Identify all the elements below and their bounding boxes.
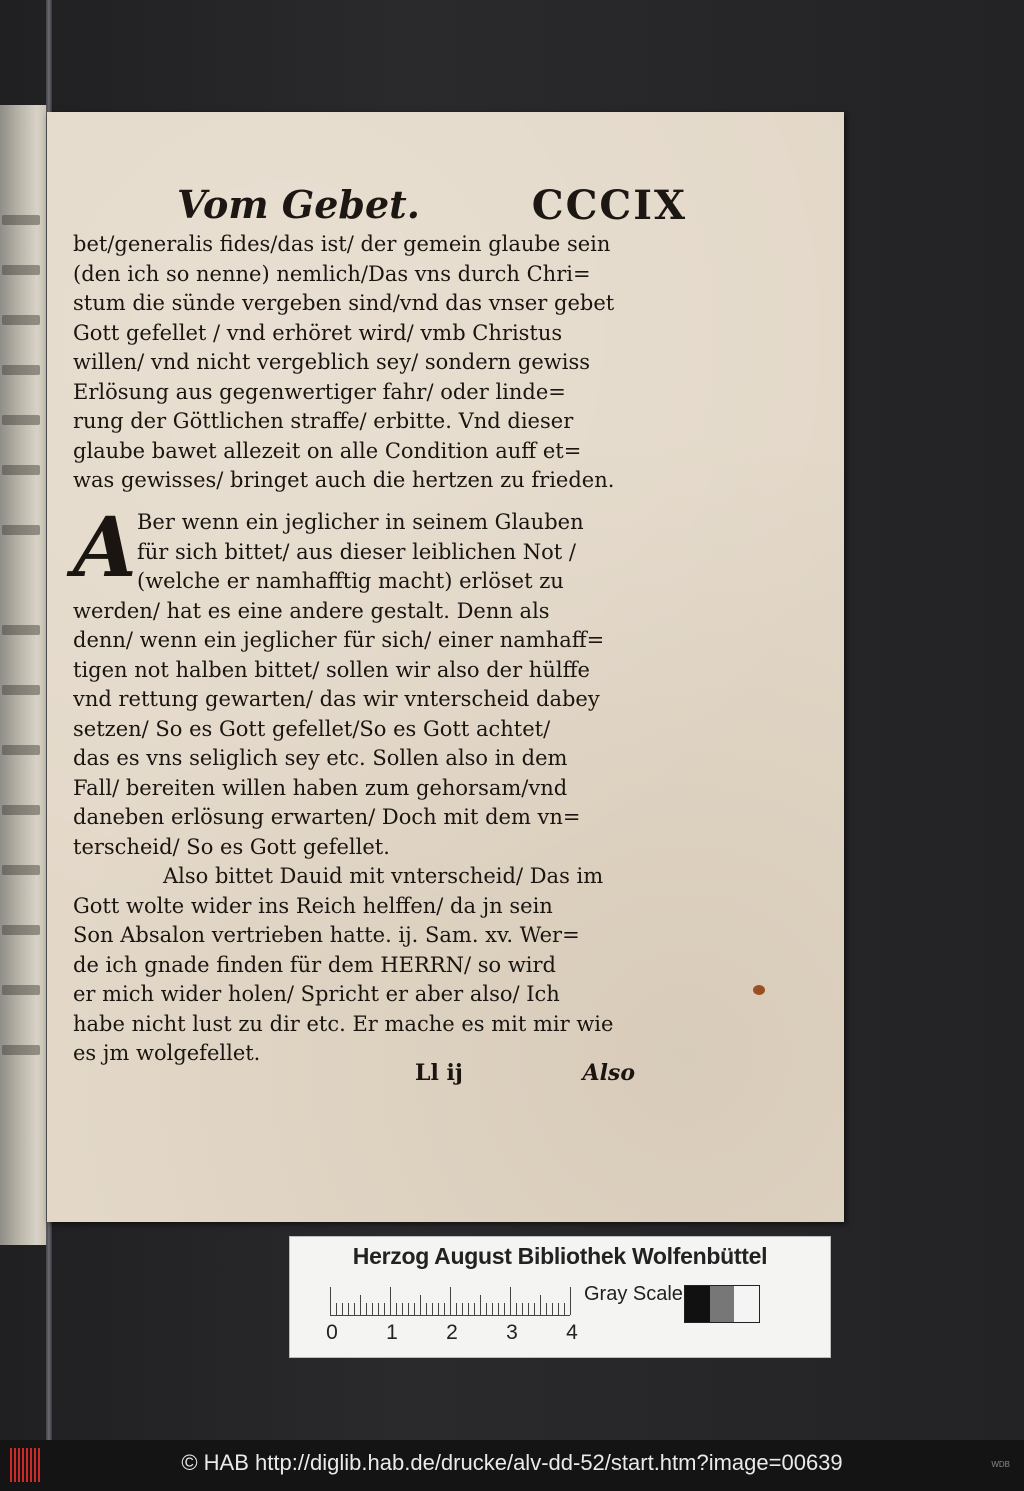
ruler-tick [348, 1303, 349, 1315]
facing-page-text [2, 805, 40, 815]
gray-scale-patches [684, 1285, 760, 1323]
ruler-tick [510, 1287, 511, 1315]
text-line: Ber wenn ein jeglicher in seinem Glauben [137, 510, 584, 534]
ruler-tick [330, 1287, 331, 1315]
facing-page-text [2, 265, 40, 275]
ruler-tick [522, 1303, 523, 1315]
ruler-tick [468, 1303, 469, 1315]
facing-page-text [2, 625, 40, 635]
gray-scale-label: Gray Scale [584, 1283, 683, 1305]
book-page [47, 112, 844, 1222]
folio-number: CCCIX [531, 182, 687, 229]
facing-page-text [2, 865, 40, 875]
ruler-tick [432, 1303, 433, 1315]
paragraph-1 [73, 230, 659, 496]
ruler-tick [444, 1303, 445, 1315]
text-line: denn/ wenn ein jeglicher für sich/ einer namhaff= [73, 628, 605, 652]
facing-page-edge [0, 105, 47, 1245]
ruler-number: 2 [446, 1321, 458, 1344]
facing-page-text [2, 745, 40, 755]
ruler-tick [552, 1303, 553, 1315]
facing-page-text [2, 415, 40, 425]
gray-patch [685, 1286, 710, 1322]
ruler-tick [564, 1303, 565, 1315]
ruler-tick [450, 1287, 451, 1315]
paragraph-3 [73, 862, 659, 1069]
facing-page-text [2, 1045, 40, 1055]
ruler-number: 4 [566, 1321, 578, 1344]
text-line: terscheid/ So es Gott gefellet. [73, 834, 390, 859]
text-line: (den ich so nenne) nemlich/Das vns durch Chri= [73, 261, 591, 286]
ruler-tick [372, 1303, 373, 1315]
ruler-number: 1 [386, 1321, 398, 1344]
ruler-tick [528, 1303, 529, 1315]
text-line: Son Absalon vertrieben hatte. ij. Sam. xv. Wer= [73, 923, 580, 947]
text-line: vnd rettung gewarten/ das wir vnterscheid dabey [73, 687, 600, 711]
ruler-tick [420, 1295, 421, 1315]
ruler-tick [342, 1303, 343, 1315]
drop-capital: A [73, 500, 137, 596]
ruler-tick [474, 1303, 475, 1315]
text-line: Also bittet Dauid mit vnterscheid/ Das im [163, 864, 604, 888]
color-scale-card [289, 1236, 831, 1358]
ruler-tick [504, 1303, 505, 1315]
page-foot [415, 1060, 635, 1094]
text-line: de ich gnade finden für dem HERRN/ so wird [73, 952, 556, 977]
text-line: setzen/ So es Gott gefellet/So es Gott achtet/ [73, 716, 551, 741]
text-line: werden/ hat es eine andere gestalt. Denn als [73, 598, 550, 623]
facing-page-text [2, 925, 40, 935]
paragraph-2 [73, 508, 659, 862]
ruler-tick [558, 1303, 559, 1315]
ruler-tick [570, 1287, 571, 1315]
ruler-tick [546, 1303, 547, 1315]
ruler-tick [498, 1303, 499, 1315]
copyright-url: © HAB http://diglib.hab.de/drucke/alv-dd-52/start.htm?image=00639 [181, 1450, 843, 1475]
ruler-tick [402, 1303, 403, 1315]
text-line: Gott gefellet / vnd erhöret wird/ vmb Christus [73, 320, 563, 345]
running-title: Vom Gebet. [177, 182, 420, 227]
ruler-tick [384, 1303, 385, 1315]
ruler-tick [456, 1303, 457, 1315]
ruler-tick [390, 1287, 391, 1315]
paper-stain [753, 985, 765, 995]
text-line: rung der Göttlichen straffe/ erbitte. Vnd dieser [73, 409, 574, 433]
ruler-tick [426, 1303, 427, 1315]
facing-page-text [2, 315, 40, 325]
text-line: Erlösung aus gegenwertiger fahr/ oder linde= [73, 379, 566, 404]
catchword: Also [582, 1060, 635, 1086]
ruler-tick [480, 1295, 481, 1315]
text-line: Gott wolte wider ins Reich helffen/ da jn sein [73, 893, 553, 918]
ruler-tick [534, 1303, 535, 1315]
institution-name: Herzog August Bibliothek Wolfenbüttel [352, 1243, 768, 1269]
ruler-tick [492, 1303, 493, 1315]
facing-page-text [2, 685, 40, 695]
ruler-tick [354, 1303, 355, 1315]
facing-page-text [2, 525, 40, 535]
text-line: es jm wolgefellet. [73, 1041, 261, 1065]
text-line: bet/generalis fides/das ist/ der gemein glaube sein [73, 232, 611, 256]
text-line: für sich bittet/ aus dieser leiblichen Not / [137, 539, 576, 564]
text-line: Fall/ bereiten willen haben zum gehorsam/vnd [73, 775, 568, 800]
gray-patch [710, 1286, 735, 1322]
text-line: stum die sünde vergeben sind/vnd das vnser gebet [73, 291, 615, 315]
text-line: daneben erlösung erwarten/ Doch mit dem vn= [73, 805, 581, 829]
ruler-tick [336, 1303, 337, 1315]
ruler-tick [360, 1295, 361, 1315]
facing-page-text [2, 365, 40, 375]
text-line: (welche er namhafftig macht) erlöset zu [137, 569, 564, 593]
text-line: glaube bawet allezeit on alle Condition auff et= [73, 438, 582, 463]
facing-page-text [2, 215, 40, 225]
text-line: willen/ vnd nicht vergeblich sey/ sondern gewiss [73, 350, 591, 374]
text-line: tigen not halben bittet/ sollen wir also der hülffe [73, 657, 590, 682]
text-line: er mich wider holen/ Spricht er aber also/ Ich [73, 982, 560, 1006]
ruler-tick [366, 1303, 367, 1315]
ruler-number: 0 [326, 1321, 338, 1344]
ruler-number: 3 [506, 1321, 518, 1344]
facing-page-text [2, 465, 40, 475]
facing-page-text [2, 985, 40, 995]
ruler-tick [438, 1303, 439, 1315]
ruler-tick [540, 1295, 541, 1315]
centimeter-ruler [330, 1285, 570, 1316]
footer-mark: WDB [991, 1460, 1010, 1469]
ruler-tick [414, 1303, 415, 1315]
ruler-tick [486, 1303, 487, 1315]
ruler-tick [378, 1303, 379, 1315]
footer-bar [0, 1440, 1024, 1491]
signature-mark: Ll ij [415, 1060, 463, 1086]
text-line: was gewisses/ bringet auch die hertzen zu frieden. [73, 468, 615, 492]
text-line: das es vns seliglich sey etc. Sollen also in dem [73, 746, 568, 770]
text-line: habe nicht lust zu dir etc. Er mache es mit mir wie [73, 1011, 614, 1036]
ruler-tick [462, 1303, 463, 1315]
ruler-tick [396, 1303, 397, 1315]
page-header [177, 182, 687, 232]
ruler-tick [516, 1303, 517, 1315]
gray-patch [734, 1286, 759, 1322]
ruler-tick [408, 1303, 409, 1315]
